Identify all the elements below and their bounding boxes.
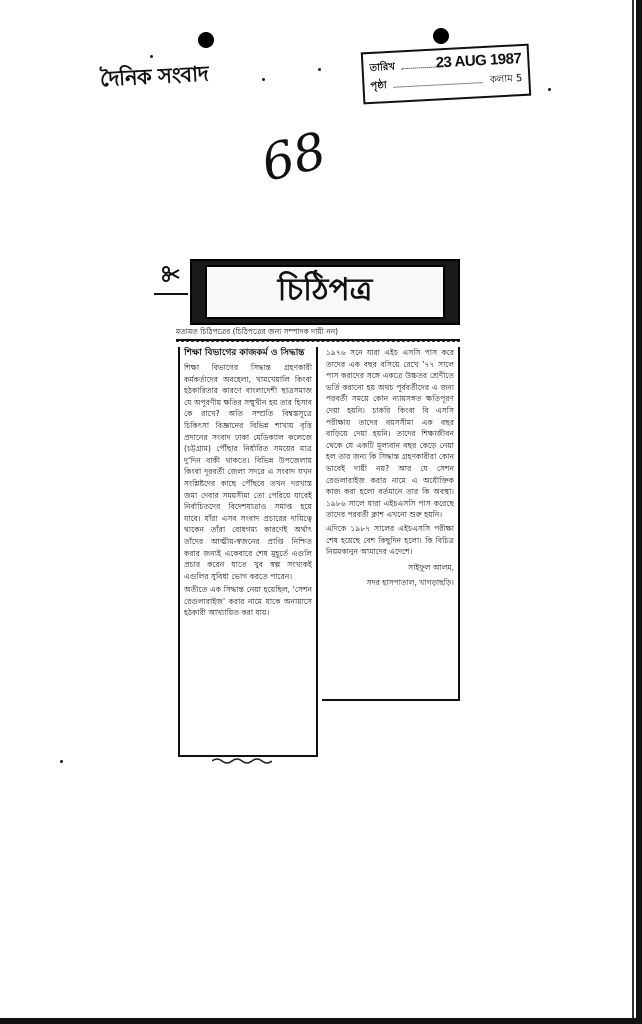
punch-hole-left [198, 32, 214, 48]
page-edge-line [632, 0, 634, 1024]
letter-column-left [178, 347, 318, 755]
scan-speck [262, 78, 265, 81]
scan-speck [60, 760, 63, 763]
section-subline: মতামত চিঠিপত্রের (চিঠিপত্রের জন্য সম্পাদক দায়ী নন) [176, 327, 460, 341]
scan-speck [318, 68, 321, 71]
page-edge-shadow [636, 0, 642, 1024]
letter-signature-address: সদর হাসপাতাল, খাগড়াছড়ি। [366, 578, 454, 588]
letter-paragraph: অতীতে এক সিদ্ধান্ত নেয়া হয়েছিল, 'সেশন রেগুলারাইজ' করার নামে যাকে অনায়াসে হঠকারী আখ্যায়িত করা যায়। [184, 585, 312, 618]
scan-speck [150, 55, 153, 58]
letter-paragraph: শিক্ষা বিভাগের সিদ্ধান্ত গ্রহণকারী কর্মকর্তাদের অবহেলা, খামখেয়ালি কিংবা হঠকারিতার কারণে বাংলাদেশী ছাত্রসমাজ যে অপূরণীয় ক্ষতির সম্মুখীন হয় তার হিসাব কে রাখে? অতি সম্প্রতি বিশ্বস্তসূত্রে চিকিৎসা বিজ্ঞানের বিভিন্ন শাখায় বৃত্তি প্রদানের সংবাদ ঢাকা মেডিক্যাল কলেজে (চট্টগ্রাম) পৌঁছার নির্ধারিত সময়ের মাত্র দু'দিন বাকী থাকতে। বিভিন্ন উপজেলায় কিংবা দূরবর্তী জেলা সদরে এ সংবাদ যখন সংশ্লিষ্টদের কাছে পৌঁছবে তখন দরখাস্ত জমা দেবার সময়সীমা তো পেরিয়ে যাবেই নির্বাচিতদের বিদেশযাত্রাও সমাপ্ত হয়ে যাবে। যাঁরা এসব সংবাদ প্রচারের দায়িত্বে থাকেন তাঁরা বোধগম্য কারণেই অর্থাৎ তাঁদের আত্মীয়-স্বজনের প্রাপ্তি নিশ্চিত করার জন্যই একেবারে শেষ মুহূর্তে এগুলি প্রচার করেন যাতে খুব স্বল্প সংখ্যকই এগুলির সুবিধা ভোগ করতে পারেন। [184, 363, 312, 581]
letter-paragraph: এদিকে ১৯৮৭ সালের এইচএসসি পরীক্ষা শেষ হয়েছে বেশ কিছুদিন হলো। কি বিচিত্র নিয়মকানুন আমাদের এদেশে। [326, 523, 454, 557]
letter-column-right [322, 347, 460, 699]
handwritten-page-number: 68 [255, 121, 332, 193]
section-masthead [190, 259, 460, 325]
newspaper-clipping [150, 255, 468, 767]
letter-headline: শিক্ষা বিভাগের কাজকর্ম ও সিদ্ধান্ত [184, 348, 305, 358]
stamp-date-value: 23 AUG 1987 [435, 50, 522, 72]
letter-paragraph: ১৯৭৬ সনে যারা এইচ এসসি পাস করে তাদের এক বছর বসিয়ে রেখে '৭৭ সালে পাস করাদের সঙ্গে একত্রে উচ্চতর শ্রেণীতে ভর্তি করানো হয় অথচ পূর্ববর্তীদের এ জন্য পরবর্তী সময়ে কোন ন্যায়সঙ্গত ক্ষতিপূরণ দেয়া হয়নি। চাকরি কিংবা বি এসসি পরীক্ষায় তাদের বয়সসীমা এক বছর বাড়িয়ে দেয়া হয়নি। তাদের শিক্ষাজীবন থেকে যে একটি মূল্যবান বছর কেড়ে নেয়া হল তার জন্য কি সিদ্ধান্ত গ্রহণকারীরা কোন ভাবেই দায়ী নয়? আর যে সেশন রেগুলারাইজ করার নামে এ অযৌক্তিক কাজ করা হলো বর্তমানে তার কি অবস্থা। ১৯৮৬ সালে যারা এইচএসসি পাস করেছে তাদের পরবর্তী ক্লাশ এখনো শুরু হয়নি। [326, 348, 454, 520]
masthead-panel [205, 265, 445, 319]
date-stamp [361, 44, 531, 105]
newspaper-name: দৈনিক সংবাদ [99, 60, 209, 92]
column-bottom-rule [322, 699, 460, 701]
stamp-dotted-line [401, 57, 436, 70]
divider [176, 341, 460, 342]
punch-hole-right [433, 28, 449, 44]
torn-edge-marks [212, 757, 272, 765]
scissors-icon [162, 265, 180, 283]
section-title: চিঠিপত্র [277, 272, 373, 308]
letter-signature-name: সাইফুল আলম, [408, 562, 454, 572]
scan-speck [548, 88, 551, 91]
stamp-date-label: তারিখ [369, 61, 396, 74]
page-bottom-edge [0, 1018, 642, 1024]
stamp-page-value: কলাম 5 [489, 73, 523, 86]
stamp-page-label: পৃষ্ঠা [370, 80, 388, 92]
